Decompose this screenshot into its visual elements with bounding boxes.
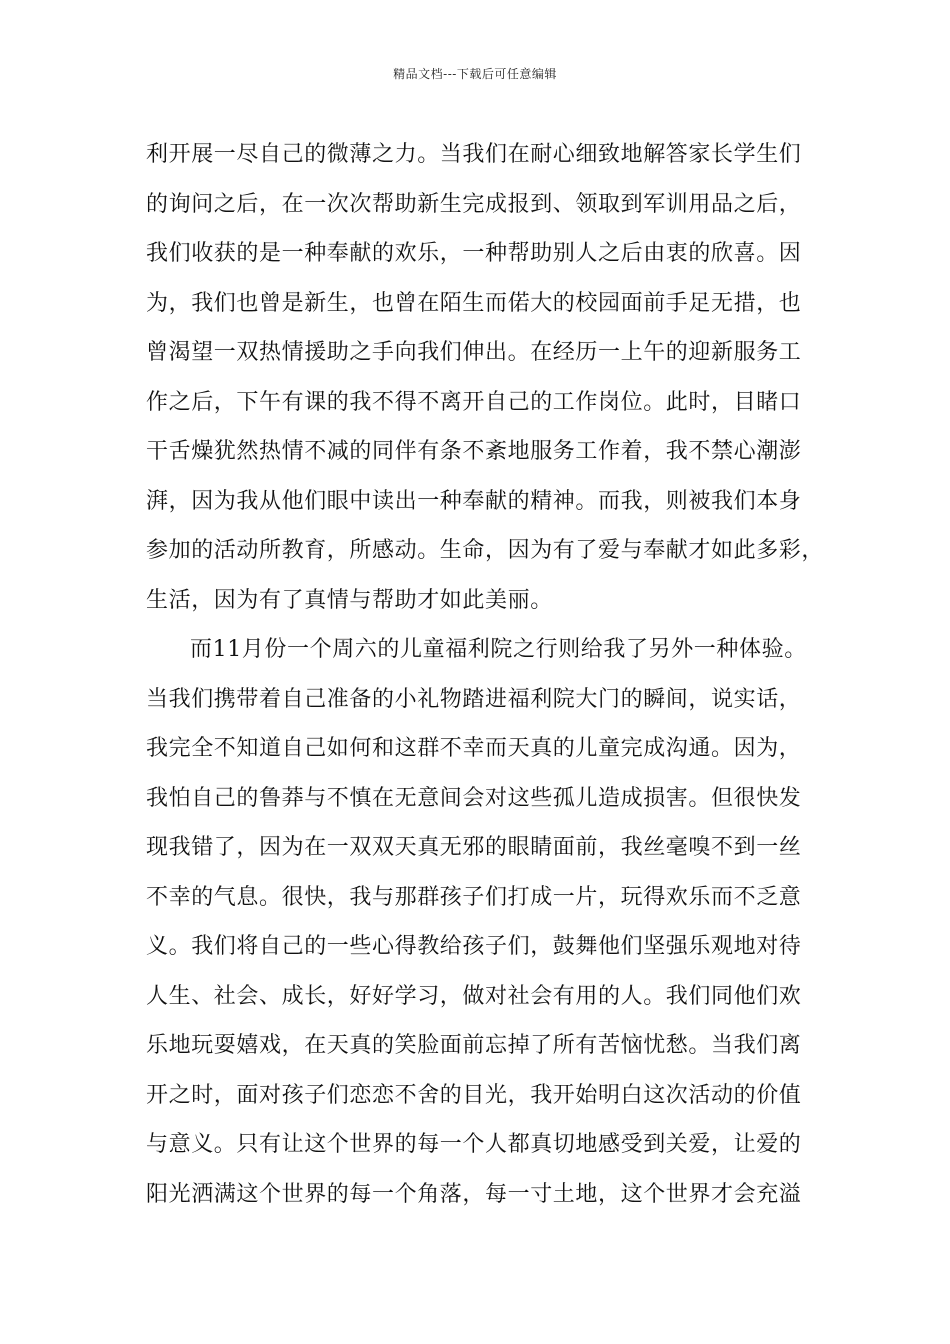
text-line: 乐地玩耍嬉戏，在天真的笑脸面前忘掉了所有苦恼忧愁。当我们离 <box>146 1033 802 1058</box>
text-line: 不幸的气息。很快，我与那群孩子们打成一片，玩得欢乐而不乏意 <box>146 884 802 910</box>
paragraph-first-line: 而11月份一个周六的儿童福利院之行则给我了另外一种体验。 <box>190 637 807 662</box>
text-line: 我完全不知道自己如何和这群不幸而天真的儿童完成沟通。因为， <box>146 736 802 761</box>
text-line: 现我错了，因为在一双双天真无邪的眼睛面前，我丝毫嗅不到一丝 <box>146 835 802 860</box>
text-line: 的询问之后，在一次次帮助新生完成报到、领取到军训用品之后， <box>146 191 802 217</box>
text-line: 我们收获的是一种奉献的欢乐，一种帮助别人之后由衷的欣喜。因 <box>146 241 802 266</box>
text-line: 义。我们将自己的一些心得教给孩子们，鼓舞他们坚强乐观地对待 <box>146 934 802 959</box>
text-line: 为，我们也曾是新生，也曾在陌生而偌大的校园面前手足无措，也 <box>146 290 802 316</box>
text-line: 开之时，面对孩子们恋恋不舍的目光，我开始明白这次活动的价值 <box>146 1082 802 1108</box>
text-line: 我怕自己的鲁莽与不慎在无意间会对这些孤儿造成损害。但很快发 <box>146 785 802 811</box>
text-line: 人生、社会、成长，好好学习，做对社会有用的人。我们同他们欢 <box>146 983 802 1009</box>
text-line: 当我们携带着自己准备的小礼物踏进福利院大门的瞬间，说实话， <box>146 686 802 712</box>
text-line: 利开展一尽自己的微薄之力。当我们在耐心细致地解答家长学生们 <box>146 142 802 167</box>
text-line: 参加的活动所教育，所感动。生命，因为有了爱与奉献才如此多彩， <box>146 538 825 563</box>
text-line: 作之后，下午有课的我不得不离开自己的工作岗位。此时，目睹口 <box>146 389 802 415</box>
text-line: 湃，因为我从他们眼中读出一种奉献的精神。而我，则被我们本身 <box>146 488 802 514</box>
text-line: 曾渴望一双热情援助之手向我们伸出。在经历一上午的迎新服务工 <box>146 340 802 365</box>
body-text <box>146 130 825 1219</box>
text-line: 阳光洒满这个世界的每一个角落，每一寸土地，这个世界才会充溢 <box>146 1181 802 1207</box>
text-line: 生活，因为有了真情与帮助才如此美丽。 <box>146 587 553 613</box>
text-line: 干舌燥犹然热情不减的同伴有条不紊地服务工作着，我不禁心潮澎 <box>146 439 802 464</box>
text-line: 与意义。只有让这个世界的每一个人都真切地感受到关爱，让爱的 <box>146 1132 802 1157</box>
page-header: 精品文档---下载后可任意编辑 <box>393 67 557 81</box>
